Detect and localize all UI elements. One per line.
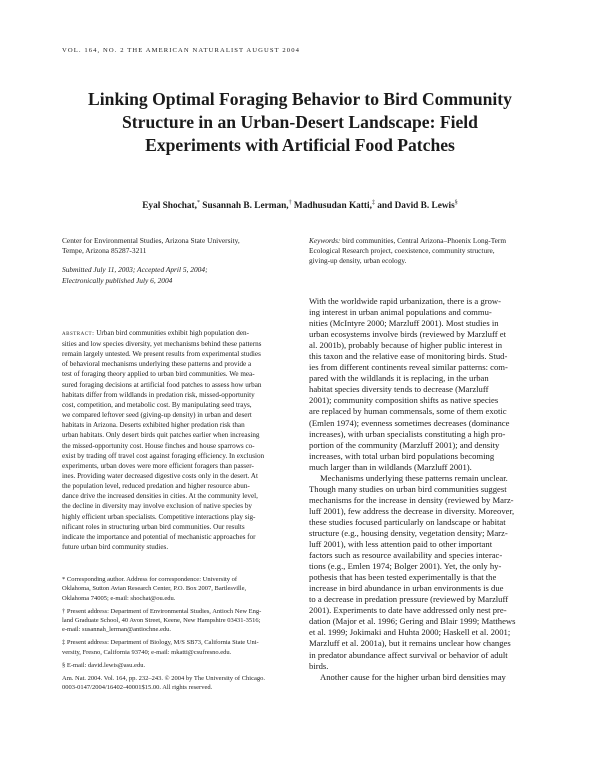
body-line: urban ecosystems involve birds (reviewed by Marzluff et bbox=[309, 329, 506, 340]
abstract-line: habitats differ from wildlands in predation risk, missed-opportunity bbox=[62, 390, 255, 399]
footnote-line: Oklahoma, Sutton Avian Research Center, P.O. Box 2007, Bartlesville, bbox=[62, 585, 247, 593]
body-line: et al. 1999; Jokimaki and Huhta 2000; Haskell et al. 2001; bbox=[309, 627, 511, 638]
abstract-line: test of foraging theory applied to urban bird communities. We mea- bbox=[62, 370, 255, 379]
keywords bbox=[309, 236, 551, 266]
title-line: Linking Optimal Foraging Behavior to Bird Community bbox=[88, 89, 512, 109]
right-column bbox=[309, 236, 551, 266]
author-name: Eyal Shochat, bbox=[142, 201, 197, 212]
footnote-line: ‡ Present address: Department of Biology, M/S SB73, California State Uni- bbox=[62, 639, 259, 647]
body-line: dation (Major et al. 1996; Gering and Blair 1999; Matthews bbox=[309, 616, 516, 627]
body-line: factors such as resource availability and species interac- bbox=[309, 550, 503, 561]
author-marker: † bbox=[288, 200, 292, 206]
keywords-first-text: bird communities, Central Arizona–Phoenix Long-Term bbox=[340, 236, 507, 245]
abstract-line: dance drive the increased densities in cities. At the community level, bbox=[62, 492, 258, 501]
body-line: 2001); community composition shifts as native species bbox=[309, 395, 499, 406]
abstract-line: future urban bird community studies. bbox=[62, 543, 169, 552]
left-column bbox=[62, 236, 290, 696]
author-name: and David B. Lewis bbox=[374, 201, 455, 212]
body-line: al. 2001b), probably because of higher public interest in bbox=[309, 340, 503, 351]
abstract-line: we compared leftover seed (giving-up density) in urban and desert bbox=[62, 411, 252, 420]
body-text bbox=[309, 296, 553, 683]
body-line: pared with the wildlands it is replacing, in the urban bbox=[309, 373, 489, 384]
affiliation-line: Tempe, Arizona 85287-3211 bbox=[62, 246, 147, 256]
dates-line: Electronically published July 6, 2004 bbox=[62, 275, 173, 285]
abstract-line: of behavioral mechanisms underlying these patterns and provide a bbox=[62, 360, 252, 369]
abstract-label: abstract: bbox=[62, 329, 95, 337]
author-name: Madhusudan Katti, bbox=[291, 201, 372, 212]
abstract-line: exist by trading off travel cost against foraging efficiency. In exclusion bbox=[62, 451, 265, 460]
footnote-line: 0003-0147/2004/16402-40001$15.00. All rights reserved. bbox=[62, 684, 213, 692]
abstract-line: ines. Providing water decreased digestive costs only in the desert. At bbox=[62, 472, 258, 480]
footnote-line: land Graduate School, 40 Avon Street, Keene, New Hampshire 03431-3516; bbox=[62, 617, 261, 625]
abstract-line: highly efficient urban specialists. Competitive interactions play sig- bbox=[62, 512, 256, 521]
body-line: this taxon and the relative ease of monitoring birds. Stud- bbox=[309, 351, 508, 362]
body-line: structure (e.g., housing density, vegetation density; Marz- bbox=[309, 527, 508, 538]
body-line: birds. bbox=[309, 660, 329, 671]
abstract-first-text: Urban bird communities exhibit high population den- bbox=[94, 328, 249, 337]
body-line: (Emlen 1974); evenness sometimes decreases (dominance bbox=[309, 417, 510, 428]
body-line: tions (e.g., Emlen 1974; Bolger 2001). Yet, the only hy- bbox=[309, 561, 502, 572]
body-line: much larger than in wildlands (Marzluff 2001). bbox=[309, 461, 472, 472]
footnote bbox=[62, 638, 290, 656]
body-line: increases), with urban specialists constituting a high pro- bbox=[309, 428, 506, 439]
dates-line: Submitted July 11, 2003; Accepted April 5, 2004; bbox=[62, 265, 208, 275]
abstract-line: sured foraging decisions at artificial food patches to assess how urban bbox=[62, 380, 262, 389]
submission-dates bbox=[62, 265, 290, 285]
footnote bbox=[62, 674, 290, 692]
footnote-line: § E-mail: david.lewis@asu.edu. bbox=[62, 661, 146, 669]
footnote-line: e-mail: susannah_lerman@antiochne.edu. bbox=[62, 626, 172, 634]
abstract-line bbox=[62, 328, 290, 339]
author-list bbox=[40, 200, 560, 211]
running-header: VOL. 164, NO. 2 THE AMERICAN NATURALIST AUGUST 2004 bbox=[62, 47, 300, 54]
keywords-line: Ecological Research project, coexistence, community structure, bbox=[309, 246, 495, 255]
title-line: Structure in an Urban-Desert Landscape: Field bbox=[122, 112, 478, 132]
body-line: ies from different continents reveal similar patterns: com- bbox=[309, 362, 508, 373]
abstract-line: remain largely untested. We present results from experimental studies bbox=[62, 350, 261, 359]
body-line: these studies focused particularly on landscape or habitat bbox=[309, 516, 506, 527]
body-line: to a decrease in predation pressure (reviewed by Marzluff bbox=[309, 594, 509, 605]
footnote-line: * Corresponding author. Address for correspondence: University of bbox=[62, 576, 238, 584]
abstract-line: urban habitats. Only desert birds quit patches earlier when increasing bbox=[62, 431, 260, 440]
body-line: luff 2001), with less attention paid to other important bbox=[309, 539, 493, 550]
body-line: increase in bird abundance in urban environments is due bbox=[309, 583, 504, 594]
footnote bbox=[62, 661, 290, 670]
footnote-line: Oklahoma 74005; e-mail: shochat@ou.edu. bbox=[62, 594, 176, 602]
title-line: Experiments with Artificial Food Patches bbox=[145, 135, 455, 155]
footnote-line: Am. Nat. 2004. Vol. 164, pp. 232–243. © 2004 by The University of Chicago. bbox=[62, 675, 265, 683]
abstract-line: experiments, urban doves were more efficient foragers than passer- bbox=[62, 461, 254, 470]
body-line: pothesis that has been tested experimentally is that the bbox=[309, 572, 497, 583]
affiliation bbox=[62, 236, 290, 256]
author-marker: § bbox=[454, 200, 458, 206]
body-line: Though many studies on urban bird communities suggest bbox=[309, 483, 507, 494]
body-line: Mechanisms underlying these patterns remain unclear. bbox=[320, 472, 508, 483]
author-marker: * bbox=[196, 200, 200, 206]
keywords-line: giving-up density, urban ecology. bbox=[309, 256, 407, 265]
affiliation-line: Center for Environmental Studies, Arizona State University, bbox=[62, 236, 240, 245]
abstract-line: indicate the importance and potential of mechanistic approaches for bbox=[62, 532, 256, 541]
body-line: increases, with total urban bird populations becoming bbox=[309, 450, 495, 461]
body-line: luff 2001), few address the decrease in diversity. Moreover, bbox=[309, 505, 515, 516]
abstract-line: cost, competition, and metabolic cost. By manipulating seed trays, bbox=[62, 400, 252, 409]
body-line: mechanisms for the increase in density (reviewed by Marz- bbox=[309, 494, 514, 505]
footnote-line: versity, Fresno, California 93740; e-mail: mkatti@csufresno.edu. bbox=[62, 648, 232, 656]
abstract-line: habitats in Arizona. Deserts exhibited higher predation risk than bbox=[62, 421, 245, 430]
body-line: Marzluff et al. 2001a), but it remains unclear how changes bbox=[309, 638, 511, 649]
keywords-label: Keywords: bbox=[309, 236, 341, 245]
author-name: Susannah B. Lerman, bbox=[199, 201, 289, 212]
abstract-line: the decline in diversity may involve exclusion of native species by bbox=[62, 502, 252, 511]
body-line: habitat species diversity tends to decrease (Marzluff bbox=[309, 384, 489, 395]
abstract-line: nificant roles in structuring urban bird communities. Our results bbox=[62, 522, 245, 531]
body-line: portion of the community (Marzluff 2001); and density bbox=[309, 439, 500, 450]
abstract-line: the population level, reduced predation and higher resource abun- bbox=[62, 482, 250, 491]
body-line: are replaced by human commensals, some of them exotic bbox=[309, 406, 507, 417]
body-line: With the worldwide rapid urbanization, there is a grow- bbox=[309, 296, 501, 306]
footnote bbox=[62, 575, 290, 603]
footnotes bbox=[62, 575, 290, 692]
keywords-line bbox=[309, 236, 551, 246]
body-line: 2001). Experiments to date have addressed only nest pre- bbox=[309, 605, 507, 616]
body-line: ing interest in urban animal populations and commu- bbox=[309, 307, 492, 318]
abstract-line: the missed-opportunity cost. House finches and house sparrows co- bbox=[62, 441, 255, 450]
body-line: Another cause for the higher urban bird densities may bbox=[320, 671, 506, 682]
abstract bbox=[62, 328, 290, 552]
article-title bbox=[40, 88, 560, 157]
author-marker: ‡ bbox=[371, 200, 375, 206]
body-line: nities (McIntyre 2000; Marzluff 2001). Most studies in bbox=[309, 318, 499, 329]
abstract-line: sities and low species diversity, yet mechanisms behind these patterns bbox=[62, 339, 262, 348]
footnote-line: † Present address: Department of Environmental Studies, Antioch New Eng- bbox=[62, 607, 262, 615]
footnote bbox=[62, 607, 290, 635]
body-line: in predator abundance affect survival or behavior of adult bbox=[309, 649, 508, 660]
